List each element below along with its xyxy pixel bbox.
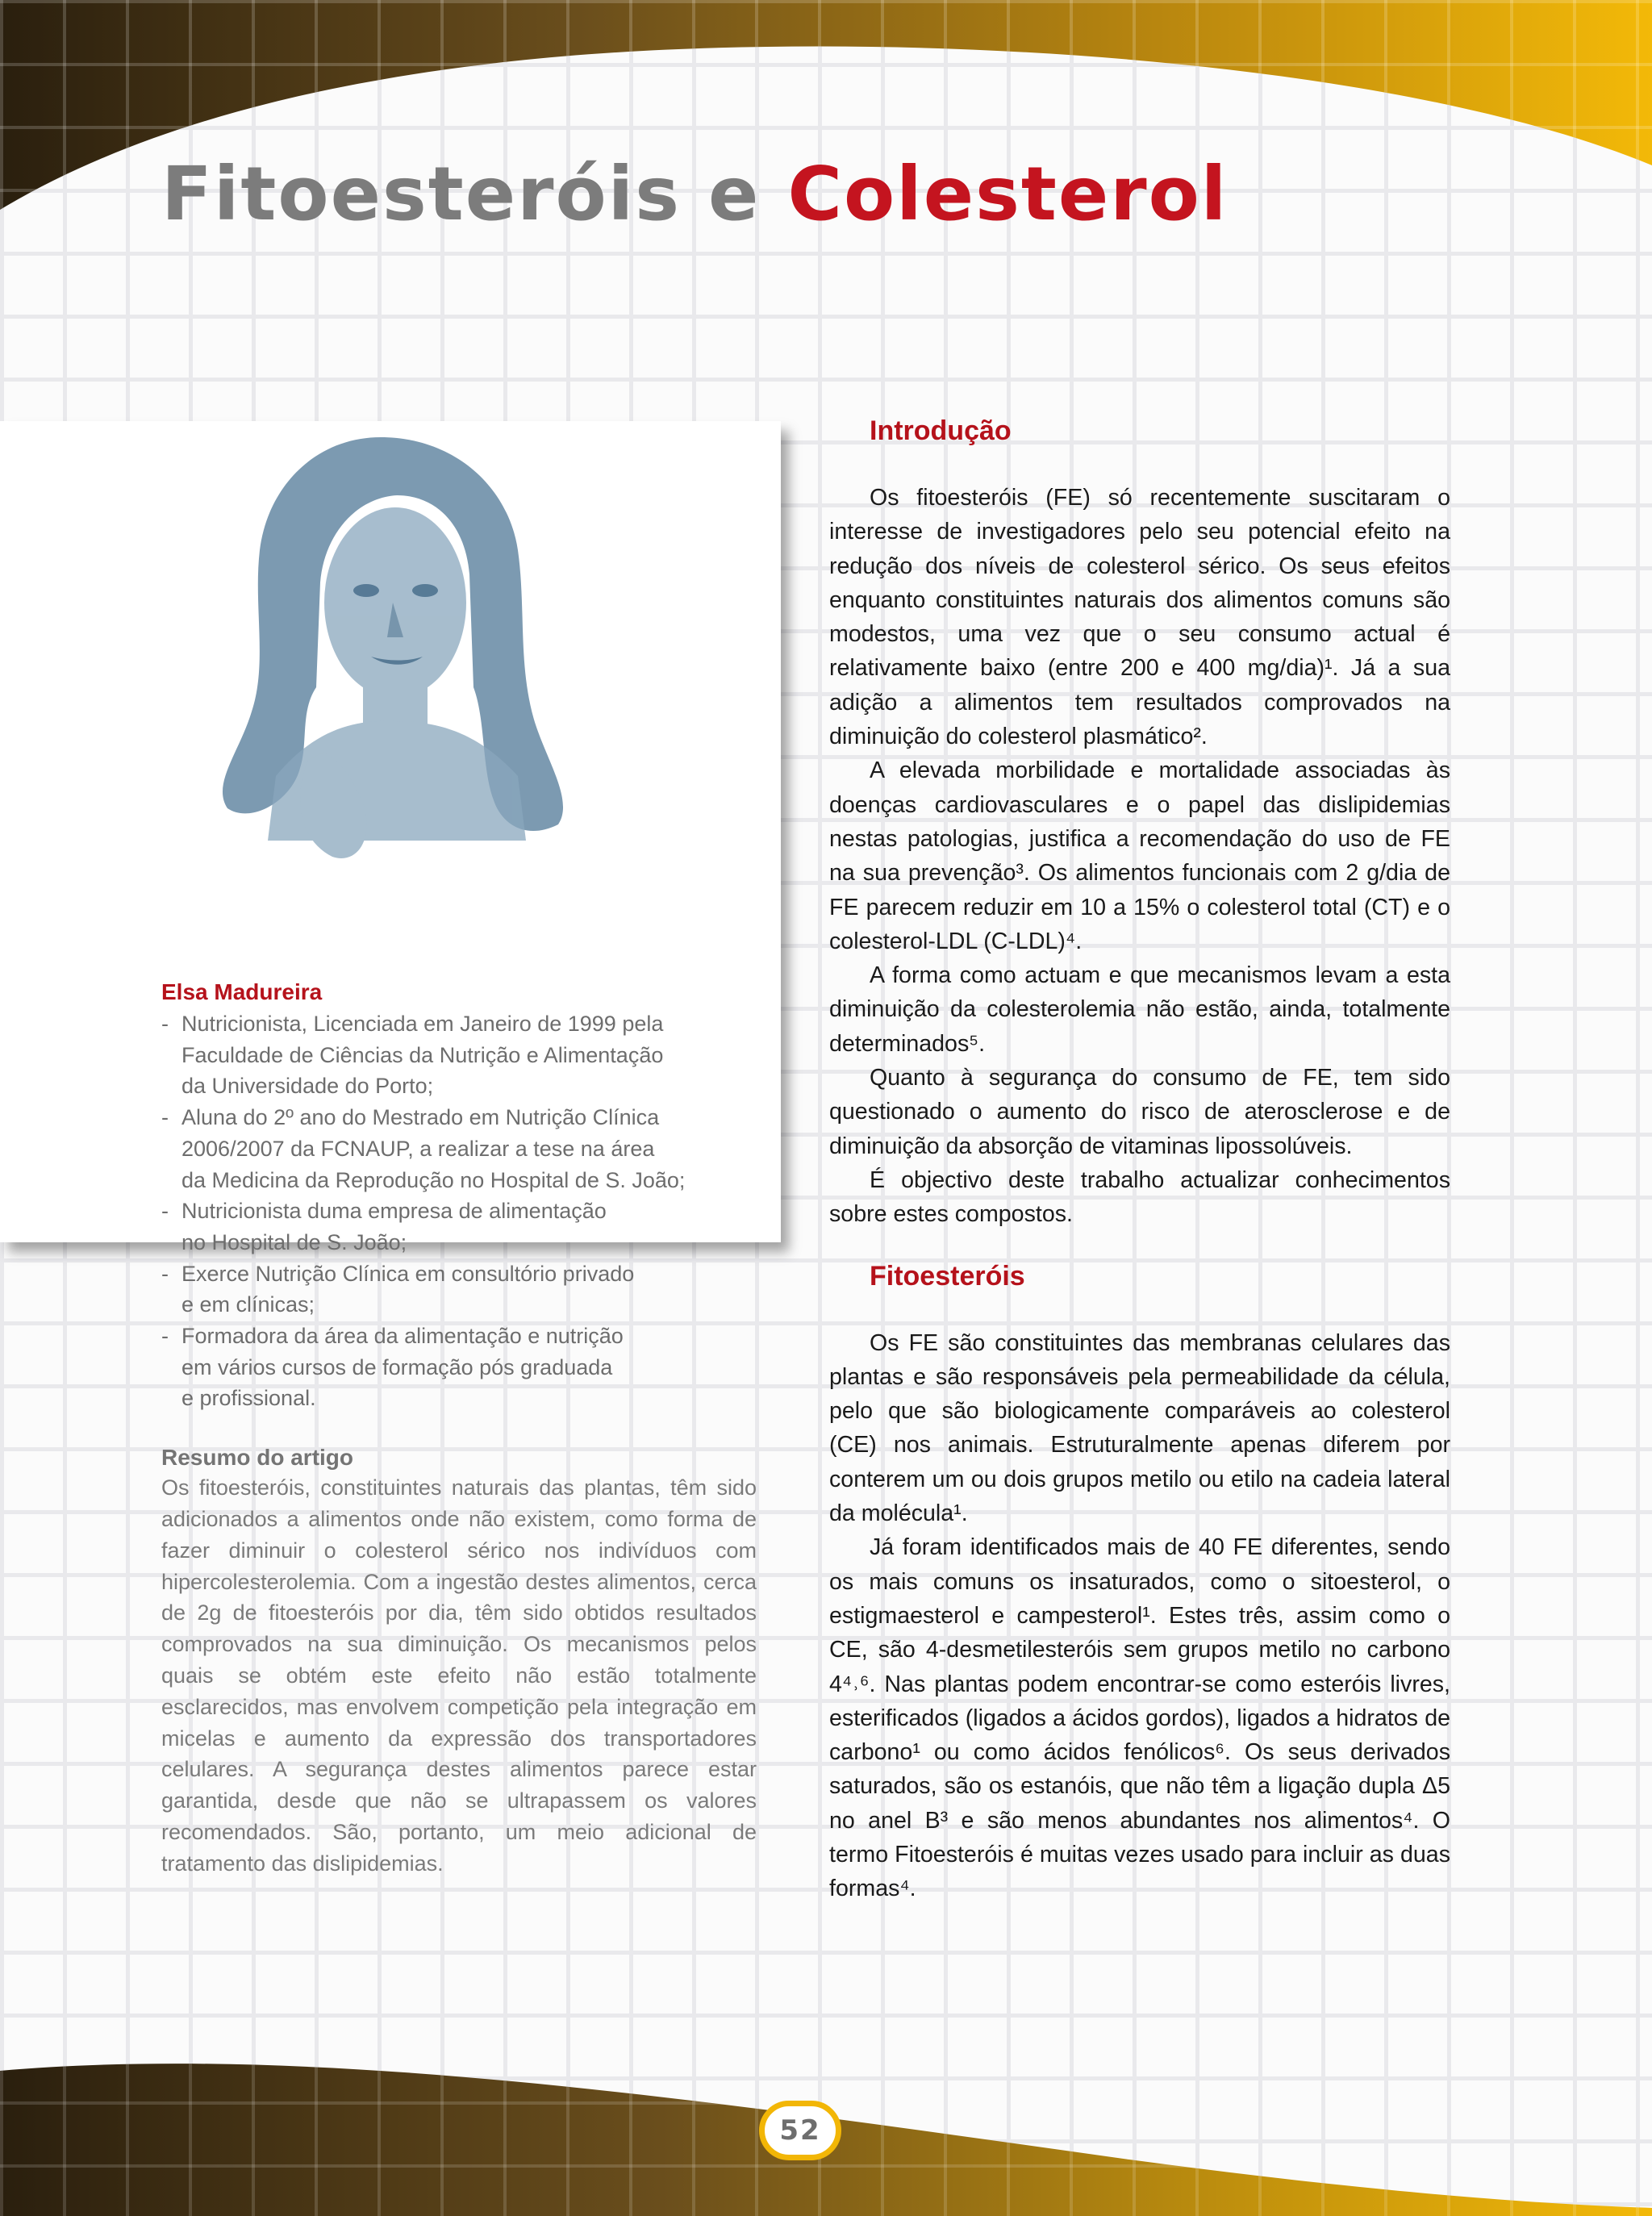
paragraph: É objectivo deste trabalho actualizar conhecimentos sobre estes compostos. bbox=[829, 1166, 1450, 1228]
paragraph: Quanto à segurança do consumo de FE, tem sido questionado o aumento do risco de aterosclerose e de diminuição da absorção de vitaminas lipossolúveis. bbox=[829, 1065, 1450, 1159]
author-name: Elsa Madureira bbox=[161, 979, 323, 1004]
author-portrait bbox=[179, 421, 607, 877]
article-body bbox=[829, 407, 1450, 1906]
author-bio-list bbox=[161, 1008, 766, 1414]
section-heading-introducao: Introdução bbox=[870, 415, 1012, 446]
bio-item: - Formadora da área da alimentação e nutrição em vários cursos de formação pós graduada e profissional. bbox=[161, 1321, 766, 1414]
page-title bbox=[161, 151, 1229, 237]
paragraph: Os fitoesteróis (FE) só recentemente suscitaram o interesse de investigadores pelo seu potencial efeito na redução dos níveis de colesterol sérico. Os seus efeitos enquanto constituintes naturais dos alimentos comuns são modestos, uma vez que o seu consumo actual é relativamente baixo (entre 200 e 400 mg/dia)¹. Já a sua adição a alimentos tem resultados comprovados na diminuição do colesterol plasmático². bbox=[829, 485, 1450, 750]
bio-item: - Nutricionista, Licenciada em Janeiro de 1999 pela Faculdade de Ciências da Nutrição e Alimentação da Universidade do Porto; bbox=[161, 1008, 766, 1102]
bio-item: - Nutricionista duma empresa de alimentação no Hospital de S. João; bbox=[161, 1196, 766, 1258]
article-summary: Os fitoesteróis, constituintes naturais das plantas, têm sido adicionados a alimentos onde não existem, como forma de fazer diminuir o colesterol sérico nos indivíduos com hipercolesterolemia. Com a ingestão destes alimentos, cerca de 2g de fitoesteróis por dia, têm sido obtidos resultados comprovados na sua diminuição. Os mecanismos pelos quais se obtém este efeito não estão totalmente esclarecidos, mas envolvem competição pela integração em micelas e aumento da expressão dos transportadores celulares. A segurança destes alimentos parece estar garantida, desde que não se ultrapassem os valores recomendados. São, portanto, um meio adicional de tratamento das dislipidemias. bbox=[161, 1475, 757, 1876]
title-part-2: Colesterol bbox=[787, 151, 1229, 237]
bio-item: - Aluna do 2º ano do Mestrado em Nutrição Clínica 2006/2007 da FCNAUP, a realizar a tese na área da Medicina da Reprodução no Hospital de S. João; bbox=[161, 1102, 766, 1196]
paragraph: A forma como actuam e que mecanismos levam a esta diminuição da colesterolemia não estão, ainda, totalmente determinados⁵. bbox=[829, 962, 1450, 1057]
paragraph: A elevada morbilidade e mortalidade associadas às doenças cardiovasculares e o papel das dislipidemias nestas patologias, justifica a recomendação do uso de FE na sua prevenção³. Os alimentos funcionais com 2 g/dia de FE parecem reduzir em 10 a 15% o colesterol total (CT) e o colesterol-LDL (C-LDL)⁴. bbox=[829, 757, 1450, 954]
title-part-1: Fitoesteróis e bbox=[161, 151, 761, 237]
paragraph: Já foram identificados mais de 40 FE diferentes, sendo os mais comuns os insaturados, como o sitoesterol, o estigmaesterol e campesterol¹. Estes três, assim como o CE, são 4-desmetilesteróis sem grupos metilo no carbono 4⁴˒⁶. Nas plantas podem encontrar-se como esteróis livres, esterificados (ligados a ácidos gordos), ligados a hidratos de carbono¹ ou como ácidos fenólicos⁶. Os seus derivados saturados, são os estanóis, que não têm a ligação dupla Δ5 no anel B³ e são menos abundantes nos alimentos⁴. O termo Fitoesteróis é muitas vezes usado para incluir as duas formas⁴. bbox=[829, 1534, 1450, 1902]
paragraph: Os FE são constituintes das membranas celulares das plantas e são responsáveis pela permeabilidade da célula, pelo que são biologicamente comparáveis ao colesterol (CE) nos animais. Estruturalmente apenas diferem por conterem um ou dois grupos metilo ou etilo na cadeia lateral da molécula¹. bbox=[829, 1329, 1450, 1527]
page-number: 52 bbox=[759, 2101, 841, 2160]
author-info bbox=[161, 979, 766, 1880]
summary-heading: Resumo do artigo bbox=[161, 1445, 354, 1471]
author-sidebar bbox=[0, 421, 781, 1876]
section-heading-fitoesterois: Fitoesteróis bbox=[870, 1260, 1025, 1292]
bio-item: - Exerce Nutrição Clínica em consultório privado e em clínicas; bbox=[161, 1258, 766, 1321]
